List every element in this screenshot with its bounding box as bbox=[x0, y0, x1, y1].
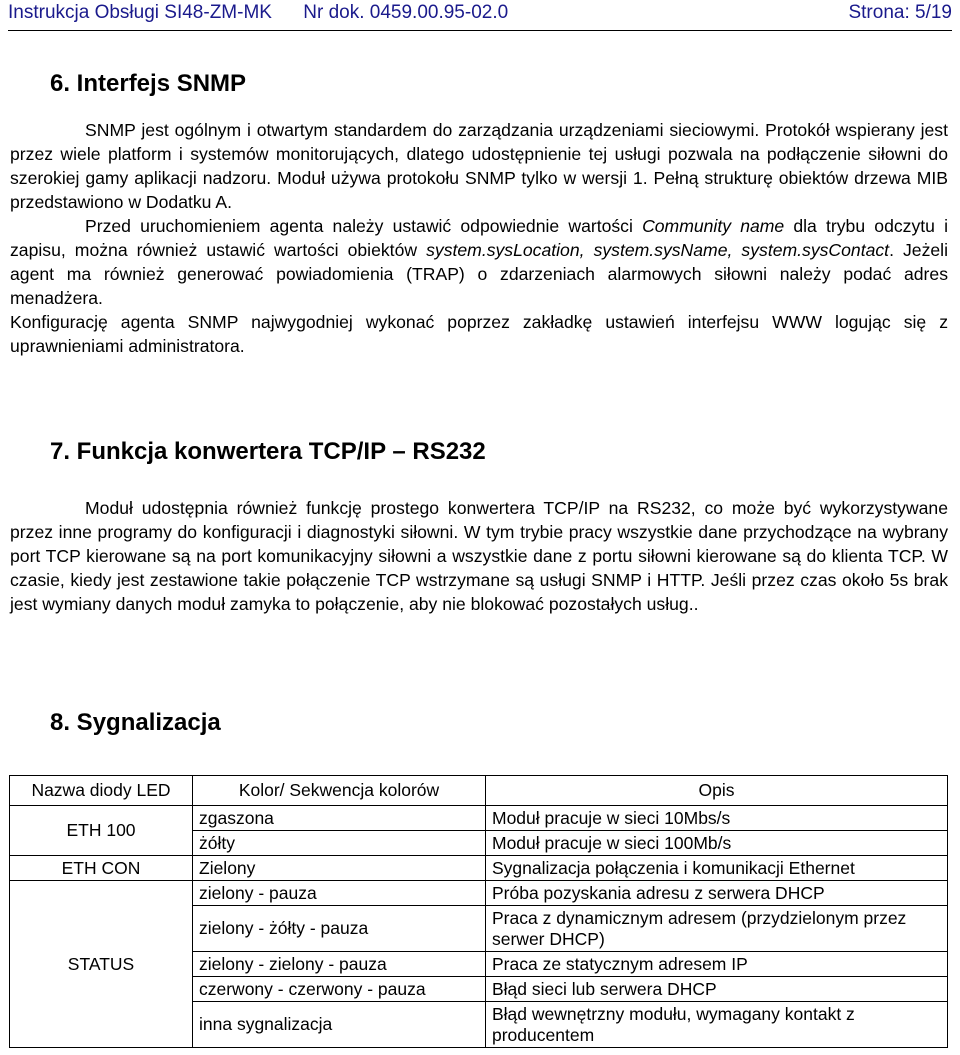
row-desc: Sygnalizacja połączenia i komunikacji Ethernet bbox=[486, 856, 948, 881]
page-header bbox=[8, 0, 952, 31]
section-7-heading: 7. Funkcja konwertera TCP/IP – RS232 bbox=[50, 438, 486, 465]
table-header-row bbox=[10, 776, 948, 806]
table-row bbox=[10, 806, 948, 831]
section-6-body bbox=[10, 118, 948, 358]
snmp-paragraph-2 bbox=[10, 214, 948, 310]
led-signalling-table bbox=[9, 775, 948, 1048]
converter-paragraph: Moduł udostępnia również funkcję prostego konwertera TCP/IP na RS232, co może być wykorzystywane przez inne programy do konfiguracji i diagnostyki siłowni. W tym trybie pracy wszystkie dane przychodzące na wybrany port TCP kierowane są na port komunikacyjny siłowni a wszystkie dane z portu siłowni kierowane są do klienta TCP. W czasie, kiedy jest zestawione takie połączenie TCP wstrzymane są usługi SNMP i HTTP. Jeśli przez czas około 5s brak jest wymiany danych moduł zamyka to połączenie, aby nie blokować pozostałych usług.. bbox=[10, 498, 948, 614]
row-color: zielony - zielony - pauza bbox=[193, 952, 486, 977]
led-eth100: ETH 100 bbox=[10, 806, 193, 856]
section-7-body bbox=[10, 496, 948, 616]
row-desc: Moduł pracuje w sieci 100Mb/s bbox=[486, 831, 948, 856]
table-row bbox=[10, 856, 948, 881]
p2-text-a: Przed uruchomieniem agenta należy ustawić odpowiednie wartości bbox=[85, 216, 643, 236]
row-desc: Praca z dynamicznym adresem (przydzielonym przez serwer DHCP) bbox=[486, 906, 948, 952]
header-doc-number: Nr dok. 0459.00.95-02.0 bbox=[303, 2, 509, 23]
snmp-paragraph-1: SNMP jest ogólnym i otwartym standardem do zarządzania urządzeniami sieciowymi. Protokół wspierany jest przez wiele platform i systemów monitorujących, dlatego udostępnienie tej usługi pozwala na podłączenie siłowni do szerokiej gamy aplikacji nadzoru. Moduł używa protokołu SNMP tylko w wersji 1. Pełną strukturę obiektów drzewa MIB przedstawiono w Dodatku A. bbox=[10, 120, 948, 212]
section-8-heading: 8. Sygnalizacja bbox=[50, 709, 221, 736]
snmp-paragraph-3: Konfigurację agenta SNMP najwygodniej wykonać poprzez zakładkę ustawień interfejsu WWW logując się z uprawnieniami administratora. bbox=[10, 312, 948, 356]
header-title: Instrukcja Obsługi SI48-ZM-MK bbox=[8, 2, 272, 23]
header-color-sequence: Kolor/ Sekwencja kolorów bbox=[193, 776, 486, 806]
row-desc: Błąd sieci lub serwera DHCP bbox=[486, 977, 948, 1002]
led-status: STATUS bbox=[10, 881, 193, 1048]
row-color: zielony - pauza bbox=[193, 881, 486, 906]
led-ethcon: ETH CON bbox=[10, 856, 193, 881]
row-color: zgaszona bbox=[193, 806, 486, 831]
header-page-number: Strona: 5/19 bbox=[848, 2, 952, 23]
section-6-heading: 6. Interfejs SNMP bbox=[50, 70, 247, 97]
row-color: żółty bbox=[193, 831, 486, 856]
system-objects-term: system.sysLocation, system.sysName, system.sysContact bbox=[426, 240, 890, 260]
row-desc: Próba pozyskania adresu z serwera DHCP bbox=[486, 881, 948, 906]
row-color: Zielony bbox=[193, 856, 486, 881]
header-left bbox=[8, 2, 534, 24]
row-color: czerwony - czerwony - pauza bbox=[193, 977, 486, 1002]
table-row bbox=[10, 881, 948, 906]
row-color: inna sygnalizacja bbox=[193, 1002, 486, 1048]
row-desc: Błąd wewnętrzny modułu, wymagany kontakt z producentem bbox=[486, 1002, 948, 1048]
row-desc: Praca ze statycznym adresem IP bbox=[486, 952, 948, 977]
row-color: zielony - żółty - pauza bbox=[193, 906, 486, 952]
p2-text-c: dla trybu odczytu i zapisu, można również ustawić wartości obiektów bbox=[10, 216, 948, 260]
p2-text-e: . Jeżeli agent ma również generować powiadomienia (TRAP) o zdarzeniach alarmowych siłowni należy podać adres menadżera. bbox=[10, 240, 948, 308]
community-name-term: Community name bbox=[642, 216, 785, 236]
row-desc: Moduł pracuje w sieci 10Mbs/s bbox=[486, 806, 948, 831]
header-led-name: Nazwa diody LED bbox=[10, 776, 193, 806]
header-description: Opis bbox=[486, 776, 948, 806]
